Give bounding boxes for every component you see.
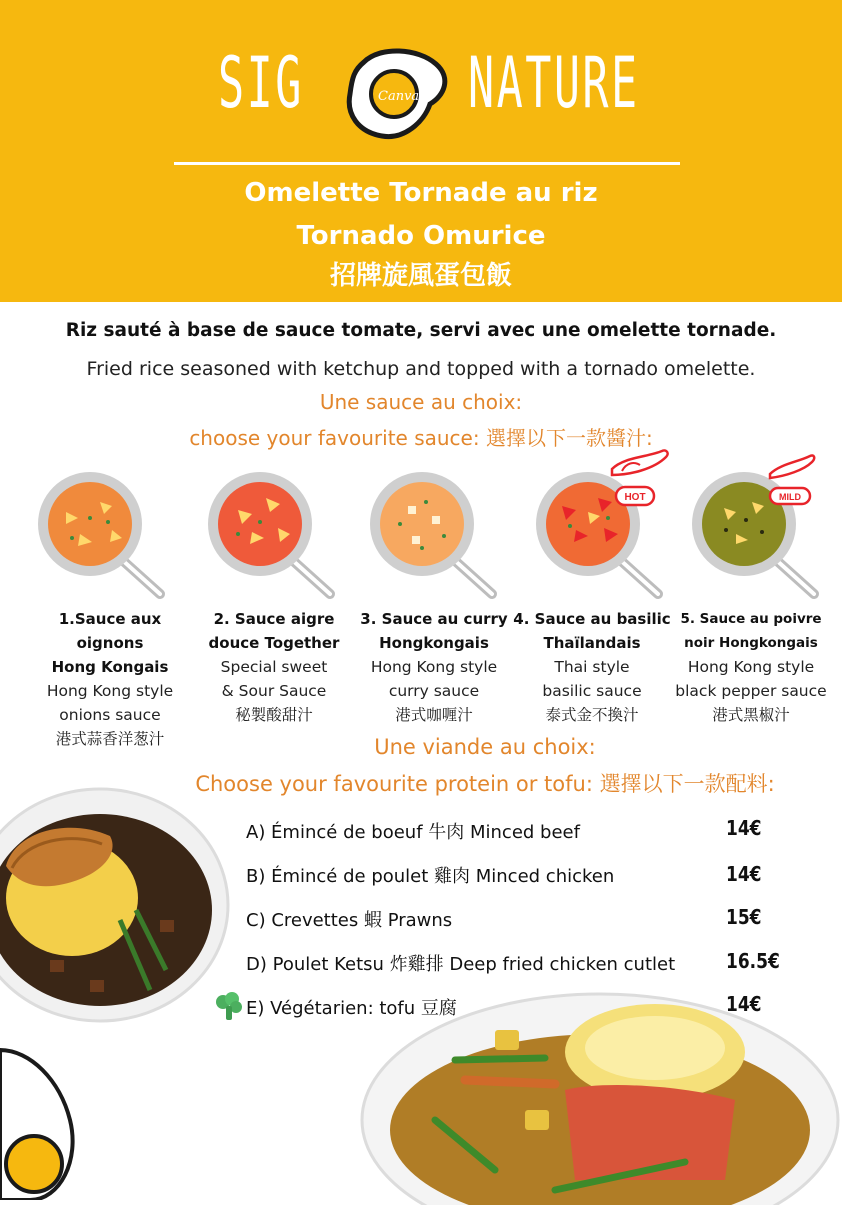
sauce-heading-en: choose your favourite sauce: 選擇以下一款醬汁: (189, 426, 653, 450)
title-fr: Omelette Tornade au riz (244, 178, 598, 208)
sauce-title-line2: Hong Kongais (51, 658, 169, 676)
sauce-title-line2: douce Together (208, 634, 340, 652)
sauce-title-line1: 3. Sauce au curry (360, 610, 508, 628)
sauce-title-line1: 4. Sauce au basilic (513, 610, 671, 628)
protein-item-c: C) Crevettes 蝦 Prawns (246, 910, 453, 931)
sauce-desc-line1: Hong Kong style (370, 658, 498, 676)
sauce-title-line1: 2. Sauce aigre (213, 610, 335, 628)
protein-price-b: 14€ (726, 862, 762, 886)
sauce-item-5 (666, 607, 836, 727)
broccoli-icon (212, 990, 246, 1024)
sauce-title-line2: Thaïlandais (543, 634, 641, 652)
sauce-desc-line2: basilic sauce (542, 682, 642, 700)
sauce-pan-2-icon (190, 472, 350, 602)
hot-chili-icon (604, 447, 676, 511)
sauce-desc-zh: 秘製酸甜汁 (235, 706, 313, 724)
sauce-pan-3-icon (352, 472, 512, 602)
sauce-desc-zh: 泰式金不換汁 (545, 706, 639, 724)
protein-price-a: 14€ (726, 816, 762, 840)
egg-logo-icon (340, 44, 452, 144)
sauce-pan-1-icon (20, 472, 180, 602)
sauce-desc-zh: 港式咖喱汁 (395, 706, 473, 724)
sauce-item-4 (509, 607, 675, 727)
sauce-title-line1: 1.Sauce aux oignons (58, 610, 162, 652)
protein-item-b: B) Émincé de poulet 雞肉 Minced chicken (246, 866, 615, 887)
description-en: Fried rice seasoned with ketchup and topped with a tornado omelette. (86, 358, 756, 380)
logo-text: Canva (378, 89, 420, 104)
title-en: Tornado Omurice (296, 221, 546, 251)
sauce-desc-line1: Hong Kong style (687, 658, 815, 676)
brand-right: NATURE (468, 42, 640, 124)
protein-price-d: 16.5€ (726, 949, 780, 973)
protein-item-e: E) Végétarien: tofu 豆腐 (246, 998, 457, 1019)
sauce-desc-line1: Thai style (554, 658, 630, 676)
mild-badge-text: MILD (779, 492, 801, 502)
sauce-desc-line2: black pepper sauce (675, 682, 827, 700)
omurice-curry-plate-image (355, 990, 842, 1205)
description-fr: Riz sauté à base de sauce tomate, servi avec une omelette tornade. (65, 320, 777, 341)
protein-item-a: A) Émincé de boeuf 牛肉 Minced beef (246, 822, 580, 843)
mild-chili-icon (766, 452, 816, 508)
title-zh: 招牌旋風蛋包飯 (329, 261, 512, 291)
sauce-item-2 (191, 607, 357, 727)
protein-item-d: D) Poulet Ketsu 炸雞排 Deep fried chicken cutlet (246, 954, 676, 975)
sauce-desc-zh: 港式蒜香洋葱汁 (55, 730, 165, 748)
protein-price-e: 14€ (726, 992, 762, 1016)
sauce-desc-line2: onions sauce (59, 706, 161, 724)
sauce-item-3 (351, 607, 517, 727)
sauce-desc-zh: 港式黑椒汁 (712, 706, 790, 724)
sauce-title-line2: noir Hongkongais (684, 635, 818, 651)
sauce-desc-line2: & Sour Sauce (221, 682, 327, 700)
sauce-title-line1: 5. Sauce au poivre (680, 611, 822, 627)
sauce-title-line2: Hongkongais (379, 634, 489, 652)
protein-price-c: 15€ (726, 905, 762, 929)
sauce-item-1 (27, 607, 193, 751)
sauce-desc-line1: Hong Kong style (46, 682, 174, 700)
header-banner (0, 0, 842, 302)
protein-heading-fr: Une viande au choix: (374, 735, 596, 759)
omurice-chicken-plate-image (0, 780, 230, 1025)
sauce-desc-line1: Special sweet (220, 658, 328, 676)
brand-left: SIG (218, 42, 304, 124)
egg-corner-icon (0, 1040, 90, 1200)
hot-badge-text: HOT (624, 492, 646, 503)
protein-heading-en: Choose your favourite protein or tofu: 選擇以下一款配料: (195, 772, 775, 796)
sauce-desc-line2: curry sauce (388, 682, 480, 700)
sauce-heading-fr: Une sauce au choix: (319, 390, 523, 414)
header-divider (174, 162, 680, 165)
